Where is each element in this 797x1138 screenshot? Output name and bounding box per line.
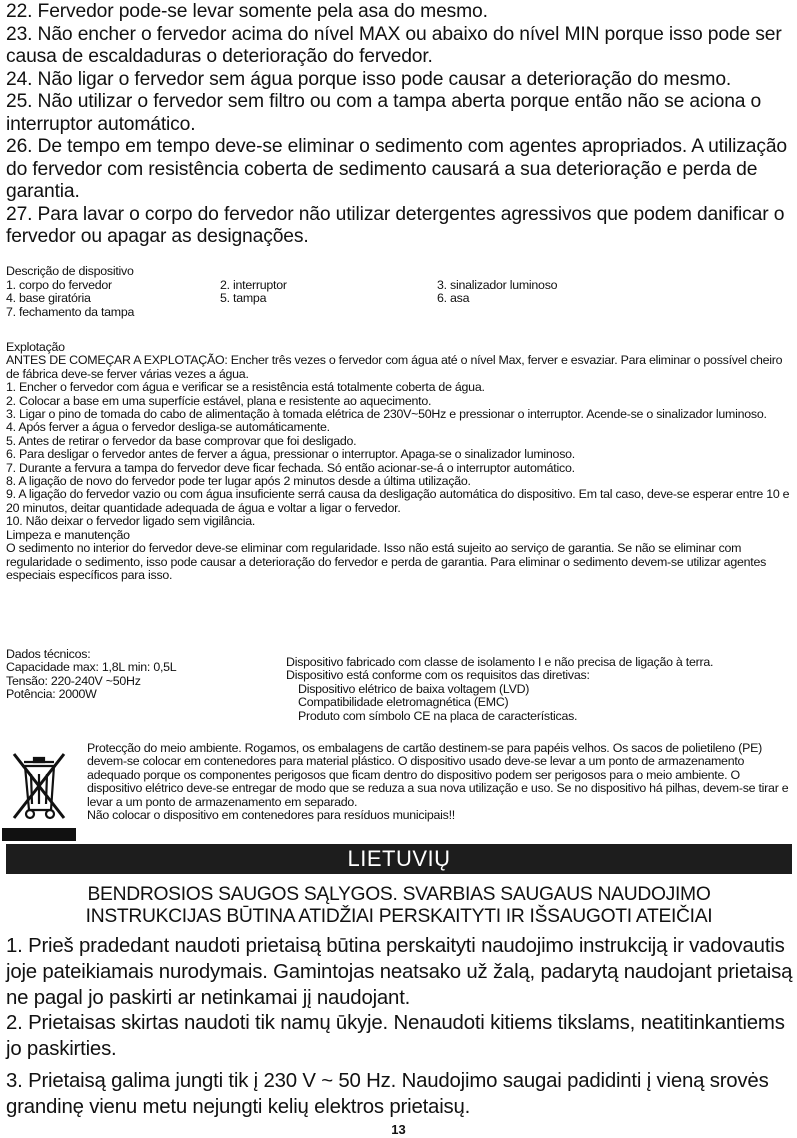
compliance-line-2: Dispositivo está conforme com os requisitos das diretivas:: [286, 668, 590, 683]
operation-step: 3. Ligar o pino de tomada do cabo de alimentação à tomada elétrica de 230V~50Hz e pressionar o interruptor. Acende-se o sinalizador luminoso.: [6, 407, 767, 422]
parts-col-1: [6, 279, 216, 319]
operation-intro: ANTES DE COMEÇAR A EXPLOTAÇÃO: Encher três vezes o fervedor com água até o nível Max, ferver e esvaziar. Para eliminar o possível cheiro de fábrica deve-se ferver várias vezes a água.: [6, 353, 783, 381]
part-item: 1. corpo do fervedor: [6, 278, 112, 292]
cleaning-title: Limpeza e manutenção: [6, 527, 130, 542]
environment-protection: [87, 742, 792, 822]
cleaning-text: O sedimento no interior do fervedor deve-se eliminar com regularidade. Isso não está sujeito ao serviço de garantia. Se não se eliminar com regularidade o sedimento, isso pode causar a deterioração do fervedor e perda de garantia. Para eliminar o sedimento devem-se utilizar agentes especiais específicos para isso.: [6, 541, 767, 582]
operation-step: 9. A ligação do fervedor vazio ou com água insuficiente serrá causa da desligação automática do dispositivo. Em tal caso, deve-se esperar entre 10 e 20 minutos, deitar quantidade adequada de água e voltar a ligar o fervedor.: [6, 487, 790, 515]
lt-heading-line-2: INSTRUKCIJAS BŪTINA ATIDŽIAI PERSKAITYTI IR IŠSAUGOTI ATEIČIAI: [85, 906, 713, 927]
top-safety-items: [6, 1, 792, 249]
operation-step: 4. Após ferver a água o fervedor desliga-se automáticamente.: [6, 420, 330, 435]
parts-col-3: [437, 279, 737, 306]
operation-step: 6. Para desligar o fervedor antes de ferver a água, pressionar o interruptor. Apaga-se o sinalizador luminoso.: [6, 447, 575, 462]
operation-step: 5. Antes de retirar o fervedor da base comprovar que foi desligado.: [6, 433, 357, 448]
tech-voltage: Tensão: 220-240V ~50Hz: [6, 673, 141, 688]
lt-safety-heading: [6, 884, 792, 928]
tech-data: [6, 648, 276, 702]
part-item: 7. fechamento da tampa: [6, 304, 135, 319]
part-item: 6. asa: [437, 291, 470, 306]
safety-item-26: 26. De tempo em tempo deve-se eliminar o sedimento com agentes apropriados. A utilização do fervedor com resistência coberta de sedimento causará a sua deterioração e perda de garantia.: [6, 136, 787, 202]
operation-step: 2. Colocar a base em uma superfície estável, plana e resistente ao aquecimento.: [6, 393, 432, 408]
safety-item-27: 27. Para lavar o corpo do fervedor não utilizar detergentes agressivos que podem danificar o fervedor ou apagar as designações.: [6, 203, 785, 247]
part-item: 5. tampa: [220, 291, 267, 306]
lt-item-3: 3. Prietaisą galima jungti tik į 230 V ~ 50 Hz. Naudojimo saugai padidinti į vieną srovės grandinę vienu metu nejungti kelių elektros prietaisų.: [6, 1069, 769, 1118]
compliance-line-1: Dispositivo fabricado com classe de isolamento I e não precisa de ligação à terra.: [286, 655, 714, 669]
tech-capacity: Capacidade max: 1,8L min: 0,5L: [6, 660, 177, 675]
environment-text: Protecção do meio ambiente. Rogamos, os embalagens de cartão destinem-se para papéis velhos. Os sacos de polietileno (PE) devem-se colocar em contenedores para material plástico. O dispositivo usado deve-se levar a um ponto de armazenamento adequado porque os componentes perigosos que ficam dentro do dispositivo podem ser perigosos para o meio ambiente. O dispositivo elétrico deve-se entregar de modo que se reduza a sua nova utilização e uso. Se no dispositivo há pilhas, devem-se tirar e levar a um ponto de armazenamento em separado.: [87, 741, 789, 809]
tech-data-title: Dados técnicos:: [6, 647, 91, 661]
compliance-item: Dispositivo elétrico de baixa voltagem (LVD): [298, 681, 530, 696]
safety-item-24: 24. Não ligar o fervedor sem água porque isso pode causar a deterioração do mesmo.: [6, 68, 732, 90]
operation-step: 1. Encher o fervedor com água e verificar se a resistência está totalmente coberta de água.: [6, 380, 485, 395]
lt-safety-items: [6, 934, 796, 1121]
device-description-title: Descrição de dispositivo: [6, 264, 134, 278]
safety-item-25: 25. Não utilizar o fervedor sem filtro ou com a tampa aberta porque então não se aciona o interruptor automático.: [6, 91, 762, 135]
tech-power: Potência: 2000W: [6, 687, 97, 702]
device-description: [6, 265, 792, 278]
page-number: 13: [391, 1122, 406, 1137]
parts-col-2: [220, 279, 430, 306]
compliance: [286, 656, 792, 723]
operation-title: Explotação: [6, 340, 65, 354]
crossed-out-wheelie-bin-icon: [2, 744, 76, 842]
operation-step: 8. A ligação de novo do fervedor pode ter lugar após 2 minutos desde a última utilização.: [6, 474, 471, 489]
part-item: 3. sinalizador luminoso: [437, 278, 558, 292]
lt-item-2: 2. Prietaisas skirtas naudoti tik namų ūkyje. Nenaudoti kitiems tikslams, neatitinkantiems jo paskirties.: [6, 1012, 785, 1061]
compliance-item: Produto com símbolo CE na placa de características.: [298, 708, 578, 723]
operation-step: 10. Não deixar o fervedor ligado sem vigilância.: [6, 514, 256, 529]
safety-item-22: 22. Fervedor pode-se levar somente pela asa do mesmo.: [6, 1, 488, 22]
operation-step: 7. Durante a fervura a tampa do fervedor deve ficar fechada. Só então acionar-se-á o interruptor automático.: [6, 460, 575, 475]
part-item: 4. base giratória: [6, 291, 91, 306]
safety-item-23: 23. Não encher o fervedor acima do nível MAX ou abaixo do nível MIN porque isso pode ser causa de escaldaduras o deterioração do fervedor.: [6, 23, 782, 67]
lt-item-1: 1. Prieš pradedant naudoti prietaisą būtina perskaityti naudojimo instrukciją ir vadovautis joje pateikiamais nurodymais. Gamintojas neatsako už žalą, padarytą naudojant prietaisą ne pagal jo paskirti ar netinkamai jį naudojant.: [6, 935, 793, 1009]
part-item: 2. interruptor: [220, 278, 287, 292]
environment-warning: Não colocar o dispositivo em contenedores para resíduos municipais!!: [87, 808, 455, 823]
operation-section: [6, 341, 792, 582]
language-banner: LIETUVIŲ: [6, 844, 792, 874]
compliance-item: Compatibilidade eletromagnética (EMC): [298, 695, 509, 710]
lt-heading-line-1: BENDROSIOS SAUGOS SĄLYGOS. SVARBIAS SAUGAUS NAUDOJIMO: [87, 884, 711, 905]
